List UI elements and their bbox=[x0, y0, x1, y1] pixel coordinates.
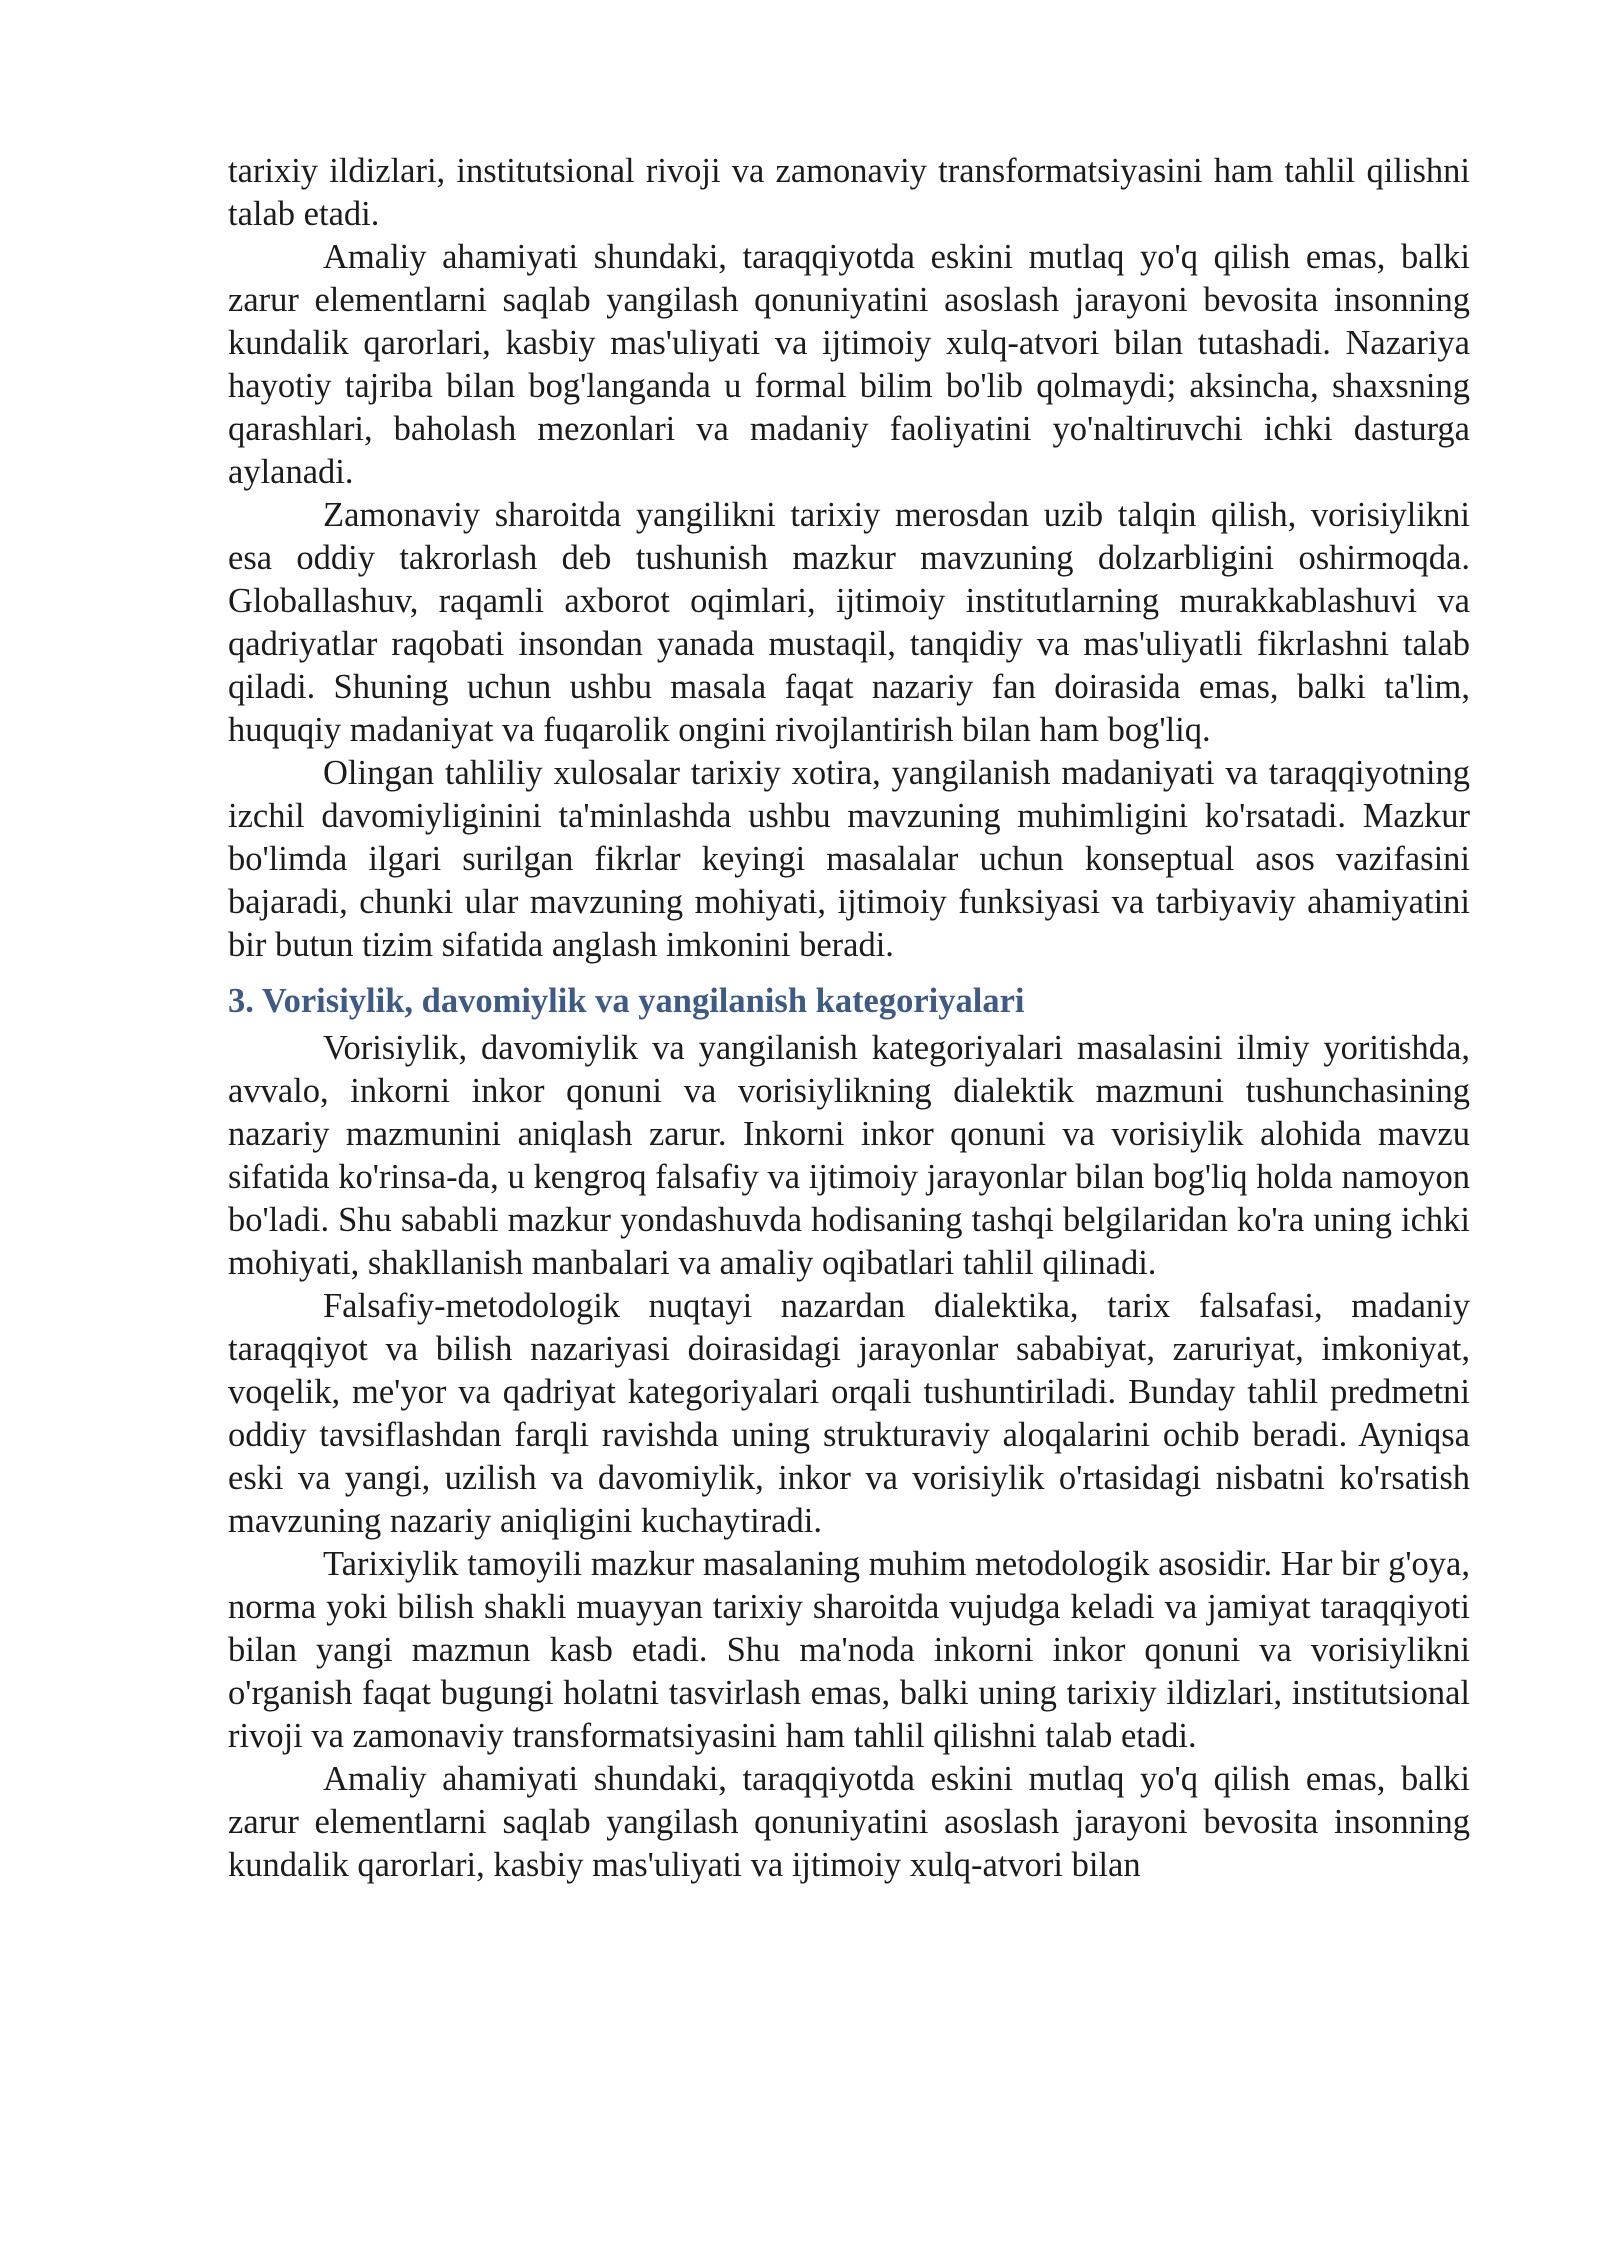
paragraph-practical-significance-2: Amaliy ahamiyati shundaki, taraqqiyotda eskini mutlaq yo'q qilish emas, balki zarur elementlarni saqlab yangilash qonuniyatini asoslash jarayoni bevosita insonning kundalik qarorlari, kasbiy mas'uliyati va ijtimoiy xulq-atvori bilan bbox=[228, 1760, 1470, 1884]
paragraph-practical-significance: Amaliy ahamiyati shundaki, taraqqiyotda eskini mutlaq yo'q qilish emas, balki zarur elementlarni saqlab yangilash qonuniyatini asoslash jarayoni bevosita insonning kundalik qarorlari, kasbiy mas'uliyati va ijtimoiy xulq-atvori bilan tutashadi. Nazariya hayotiy tajriba bilan bog'langanda u formal bilim bo'lib qolmaydi; aksincha, shaxsning qarashlari, baholash mezonlari va madaniy faoliyatini yo'naltiruvchi ichki dasturga aylanadi. bbox=[228, 238, 1470, 491]
paragraph-methodology: Falsafiy-metodologik nuqtayi nazardan dialektika, tarix falsafasi, madaniy taraqqiyot va bilish nazariyasi doirasidagi jarayonlar sababiyat, zaruriyat, imkoniyat, voqelik, me'yor va qadriyat kategoriyalari orqali tushuntiriladi. Bunday tahlil predmetni oddiy tavsiflashdan farqli ravishda uning strukturaviy aloqalarini ochib beradi. Ayniqsa eski va yangi, uzilish va davomiylik, inkor va vorisiylik o'rtasidagi nisbatni ko'rsatish mavzuning nazariy aniqligini kuchaytiradi. bbox=[228, 1287, 1470, 1540]
paragraph-historicism: Tarixiylik tamoyili mazkur masalaning muhim metodologik asosidir. Har bir g'oya, norma yoki bilish shakli muayyan tarixiy sharoitda vujudga keladi va jamiyat taraqqiyoti bilan yangi mazmun kasb etadi. Shu ma'noda inkorni inkor qonuni va vorisiylikni o'rganish faqat bugungi holatni tasvirlash emas, balki uning tarixiy ildizlari, institutsional rivoji va zamonaviy transformatsiyasini ham tahlil qilishni talab etadi. bbox=[228, 1545, 1470, 1755]
paragraph-modern-conditions: Zamonaviy sharoitda yangilikni tarixiy merosdan uzib talqin qilish, vorisiylikni esa oddiy takrorlash deb tushunish mazkur mavzuning dolzarbligini oshirmoqda. Globallashuv, raqamli axborot oqimlari, ijtimoiy institutlarning murakkablashuvi va qadriyatlar raqobati insondan yanada mustaqil, tanqidiy va mas'uliyatli fikrlashni talab qiladi. Shuning uchun ushbu masala faqat nazariy fan doirasida emas, balki ta'lim, huquqiy madaniyat va fuqarolik ongini rivojlantirish bilan ham bog'liq. bbox=[228, 496, 1470, 749]
document-page bbox=[228, 150, 1470, 1887]
paragraph-continued: tarixiy ildizlari, institutsional rivoji va zamonaviy transformatsiyasini ham tahlil qilishni talab etadi. bbox=[228, 152, 1470, 233]
section-heading: 3. Vorisiylik, davomiylik va yangilanish kategoriyalari bbox=[228, 982, 1025, 1020]
paragraph-categories: Vorisiylik, davomiylik va yangilanish kategoriyalari masalasini ilmiy yoritishda, avvalo, inkorni inkor qonuni va vorisiylikning dialektik mazmuni tushunchasining nazariy mazmunini aniqlash zarur. Inkorni inkor qonuni va vorisiylik alohida mavzu sifatida ko'rinsa-da, u kengroq falsafiy va ijtimoiy jarayonlar bilan bog'liq holda namoyon bo'ladi. Shu sababli mazkur yondashuvda hodisaning tashqi belgilaridan ko'ra uning ichki mohiyati, shakllanish manbalari va amaliy oqibatlari tahlil qilinadi. bbox=[228, 1029, 1470, 1282]
paragraph-conclusions: Olingan tahliliy xulosalar tarixiy xotira, yangilanish madaniyati va taraqqiyotning izchil davomiyliginini ta'minlashda ushbu mavzuning muhimligini ko'rsatadi. Mazkur bo'limda ilgari surilgan fikrlar keyingi masalalar uchun konseptual asos vazifasini bajaradi, chunki ular mavzuning mohiyati, ijtimoiy funksiyasi va tarbiyaviy ahamiyatini bir butun tizim sifatida anglash imkonini beradi. bbox=[228, 754, 1470, 964]
